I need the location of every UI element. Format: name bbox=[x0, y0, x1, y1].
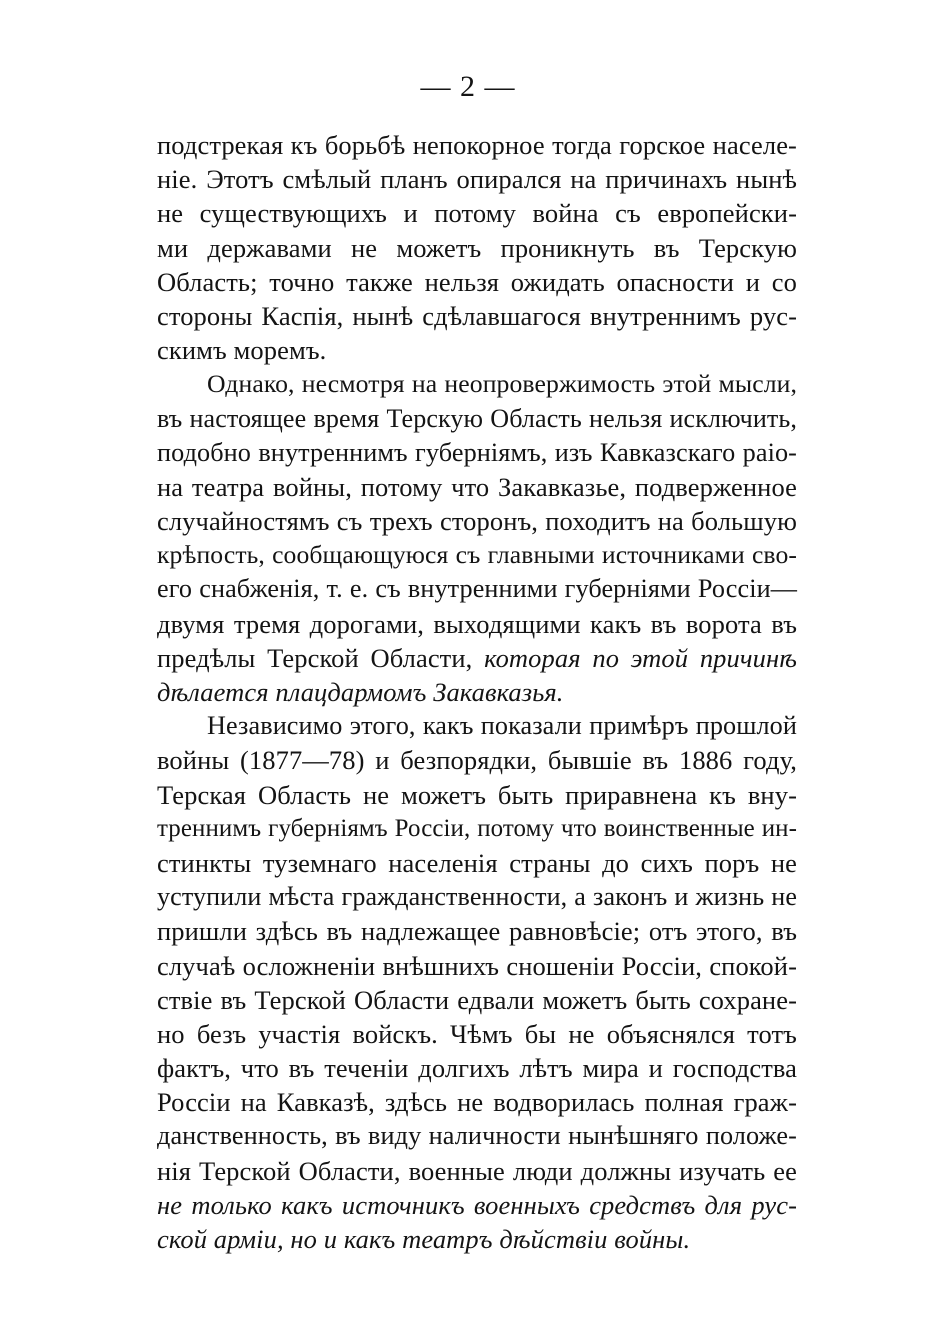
text-line: но безъ участія войскъ. Чѣмъ бы не объяснялся тотъ bbox=[157, 1018, 797, 1049]
text-line: Область; точно также нельзя ожидать опасности и со bbox=[157, 266, 797, 297]
text-line-italic: ской арміи, но и какъ театръ дѣйствіи войны. bbox=[157, 1224, 691, 1254]
text-line: треннимъ губерніямъ Россіи, потому что воинственные ин- bbox=[157, 814, 797, 842]
text-italic-part: которая по этой причинѣ bbox=[484, 642, 797, 673]
text-line: данственность, въ виду наличности нынѣшняго положе- bbox=[157, 1121, 797, 1151]
page-number: — 2 — bbox=[420, 70, 516, 103]
text-line: войны (1877—78) и безпорядки, бывшіе въ 1886 году, bbox=[157, 745, 797, 776]
text-line: ствіе въ Терской Области едвали можетъ быть сохране- bbox=[157, 984, 797, 1015]
text-line: Независимо этого, какъ показали примѣръ прошлой bbox=[207, 711, 797, 741]
text-line: Терская Область не можетъ быть приравнена къ вну- bbox=[157, 779, 797, 810]
text-line: Россіи на Кавказѣ, здѣсь не водворилась полная граж- bbox=[157, 1087, 797, 1118]
text-line-italic: дѣлается плацдармомъ Закавказья. bbox=[157, 677, 564, 707]
text-line: ніе. Этотъ смѣлый планъ опирался на причинахъ нынѣ bbox=[157, 164, 797, 195]
text-line: случаѣ осложненіи внѣшнихъ сношеніи Россіи, спокой- bbox=[157, 950, 797, 981]
text-line: двумя тремя дорогами, выходящими какъ въ ворота въ bbox=[157, 608, 797, 639]
text-line: стинкты туземнаго населенія страны до сихъ поръ не bbox=[157, 847, 797, 878]
text-line: Однако, несмотря на неопровержимость этой мысли, bbox=[207, 369, 797, 399]
text-line: подстрекая къ борьбѣ непокорное тогда горское населе- bbox=[157, 130, 797, 160]
text-line: пришли здѣсь въ надлежащее равновѣсіе; отъ этого, въ bbox=[157, 916, 797, 947]
text-line: нія Терской Области, военные люди должны изучать ее bbox=[157, 1155, 797, 1186]
text-line: подобно внутреннимъ губерніямъ, изъ Кавказскаго раіо- bbox=[157, 437, 797, 467]
text-normal-part: предѣлы Терской Области, bbox=[157, 642, 473, 673]
text-line: случайностямъ съ трехъ сторонъ, походитъ на большую bbox=[157, 506, 797, 537]
text-line: въ настоящее время Терскую Область нельзя исключить, bbox=[157, 403, 797, 433]
text-line: его снабженія, т. е. съ внутренними губерніями Россіи— bbox=[157, 574, 797, 604]
text-line: фактъ, что въ теченіи долгихъ лѣтъ мира и господства bbox=[157, 1053, 797, 1084]
text-line: стороны Каспія, нынѣ сдѣлавшагося внутреннимъ рус- bbox=[157, 300, 797, 331]
body-text bbox=[157, 128, 797, 1256]
text-line: скимъ моремъ. bbox=[157, 335, 327, 366]
text-line: крѣпость, сообщающуюся съ главными источниками сво- bbox=[157, 540, 797, 570]
text-line: уступили мѣста гражданственности, а законъ и жизнь не bbox=[157, 882, 797, 912]
text-line: не существующихъ и потому война съ европейски- bbox=[157, 198, 797, 229]
text-line: ми державами не можетъ проникнуть въ Терскую bbox=[157, 232, 797, 263]
text-line-italic: не только какъ источникъ военныхъ средствъ для рус- bbox=[157, 1189, 797, 1220]
text-line-mixed bbox=[157, 641, 797, 675]
text-line: на театра войны, потому что Закавказье, подверженное bbox=[157, 471, 797, 502]
